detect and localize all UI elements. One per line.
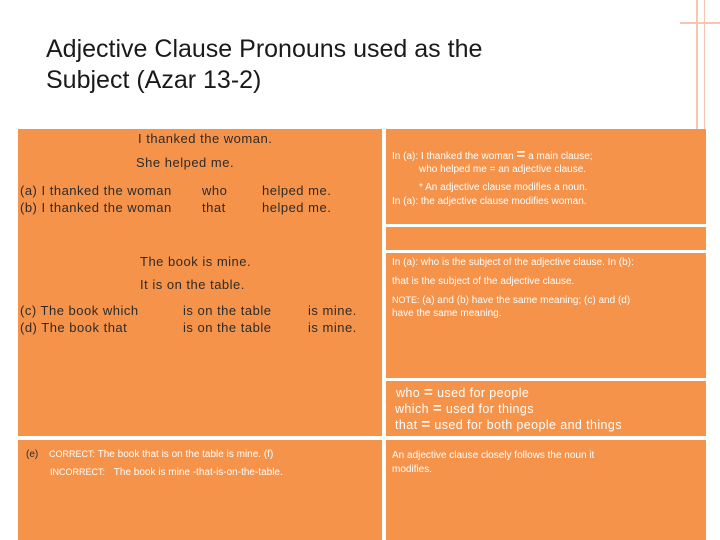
note-line: [392, 295, 630, 306]
explanation-line: In (a): who is the subject of the adjective clause. In (b):: [392, 257, 634, 268]
explanation-text: In (a): I thanked the woman: [392, 151, 514, 162]
row-divider: [386, 378, 706, 381]
note-text: (a) and (b) have the same meaning; (c) and (d): [422, 295, 631, 306]
explanation-line: modifies.: [392, 464, 433, 475]
usage-meaning: used for both people and things: [434, 418, 622, 432]
example-sentence: She helped me.: [136, 155, 235, 170]
example-d-middle: is on the table: [183, 320, 272, 335]
example-c-end: is mine.: [308, 303, 357, 318]
equals-sign: =: [424, 384, 434, 401]
title-line-1: Adjective Clause Pronouns used as the: [46, 35, 483, 63]
explanation-line: who helped me = an adjective clause.: [419, 164, 587, 175]
row-divider: [18, 436, 706, 440]
usage-row-that: [395, 416, 622, 433]
usage-word: who: [396, 386, 421, 400]
example-sentence: The book is mine.: [140, 254, 252, 269]
incorrect-line: [50, 467, 283, 478]
decorative-border-line: [680, 22, 720, 24]
usage-meaning: used for people: [437, 386, 530, 400]
row-divider: [386, 224, 706, 227]
equals-sign: =: [516, 146, 526, 163]
example-b-label: (b) I thanked the woman: [20, 200, 172, 215]
example-a-pronoun: who: [202, 183, 228, 198]
explanation-line: * An adjective clause modifies a noun.: [419, 182, 588, 193]
usage-row-which: [395, 400, 534, 417]
example-d-end: is mine.: [308, 320, 357, 335]
equals-sign: =: [421, 416, 431, 433]
example-a-label: (a) I thanked the woman: [20, 183, 172, 198]
explanation-line: that is the subject of the adjective clause.: [392, 276, 575, 287]
incorrect-sentence: The book is mine -that-is-on-the-table.: [113, 467, 283, 478]
correct-sentence: The book that is on the table is mine. (f): [97, 449, 274, 460]
explanation-line: [392, 146, 593, 163]
equals-sign: =: [432, 400, 443, 417]
example-c-middle: is on the table: [183, 303, 272, 318]
explanation-text: a main clause;: [528, 151, 593, 162]
example-c-label: (c) The book which: [20, 303, 139, 318]
example-a-rest: helped me.: [262, 183, 332, 198]
usage-meaning: used for things: [445, 402, 534, 416]
example-d-label: (d) The book that: [20, 320, 128, 335]
usage-word: which: [395, 402, 429, 416]
example-b-pronoun: that: [202, 200, 226, 215]
incorrect-label: INCORRECT:: [50, 467, 106, 477]
usage-word: that: [395, 418, 418, 432]
example-b-rest: helped me.: [262, 200, 332, 215]
note-label: NOTE:: [392, 295, 420, 305]
note-line: have the same meaning.: [392, 308, 502, 319]
title-line-2: Subject (Azar 13-2): [46, 66, 262, 94]
example-sentence: It is on the table.: [140, 277, 245, 292]
example-e-line: [26, 449, 273, 460]
page-title: [46, 34, 606, 96]
column-divider: [382, 129, 386, 540]
example-e-label: (e): [26, 449, 39, 460]
example-sentence: I thanked the woman.: [138, 131, 273, 146]
explanation-line: An adjective clause closely follows the noun it: [392, 450, 595, 461]
usage-row-who: [396, 384, 529, 401]
correct-label: CORRECT:: [49, 449, 96, 459]
explanation-line: In (a): the adjective clause modifies woman.: [392, 196, 587, 207]
row-divider: [386, 250, 706, 253]
